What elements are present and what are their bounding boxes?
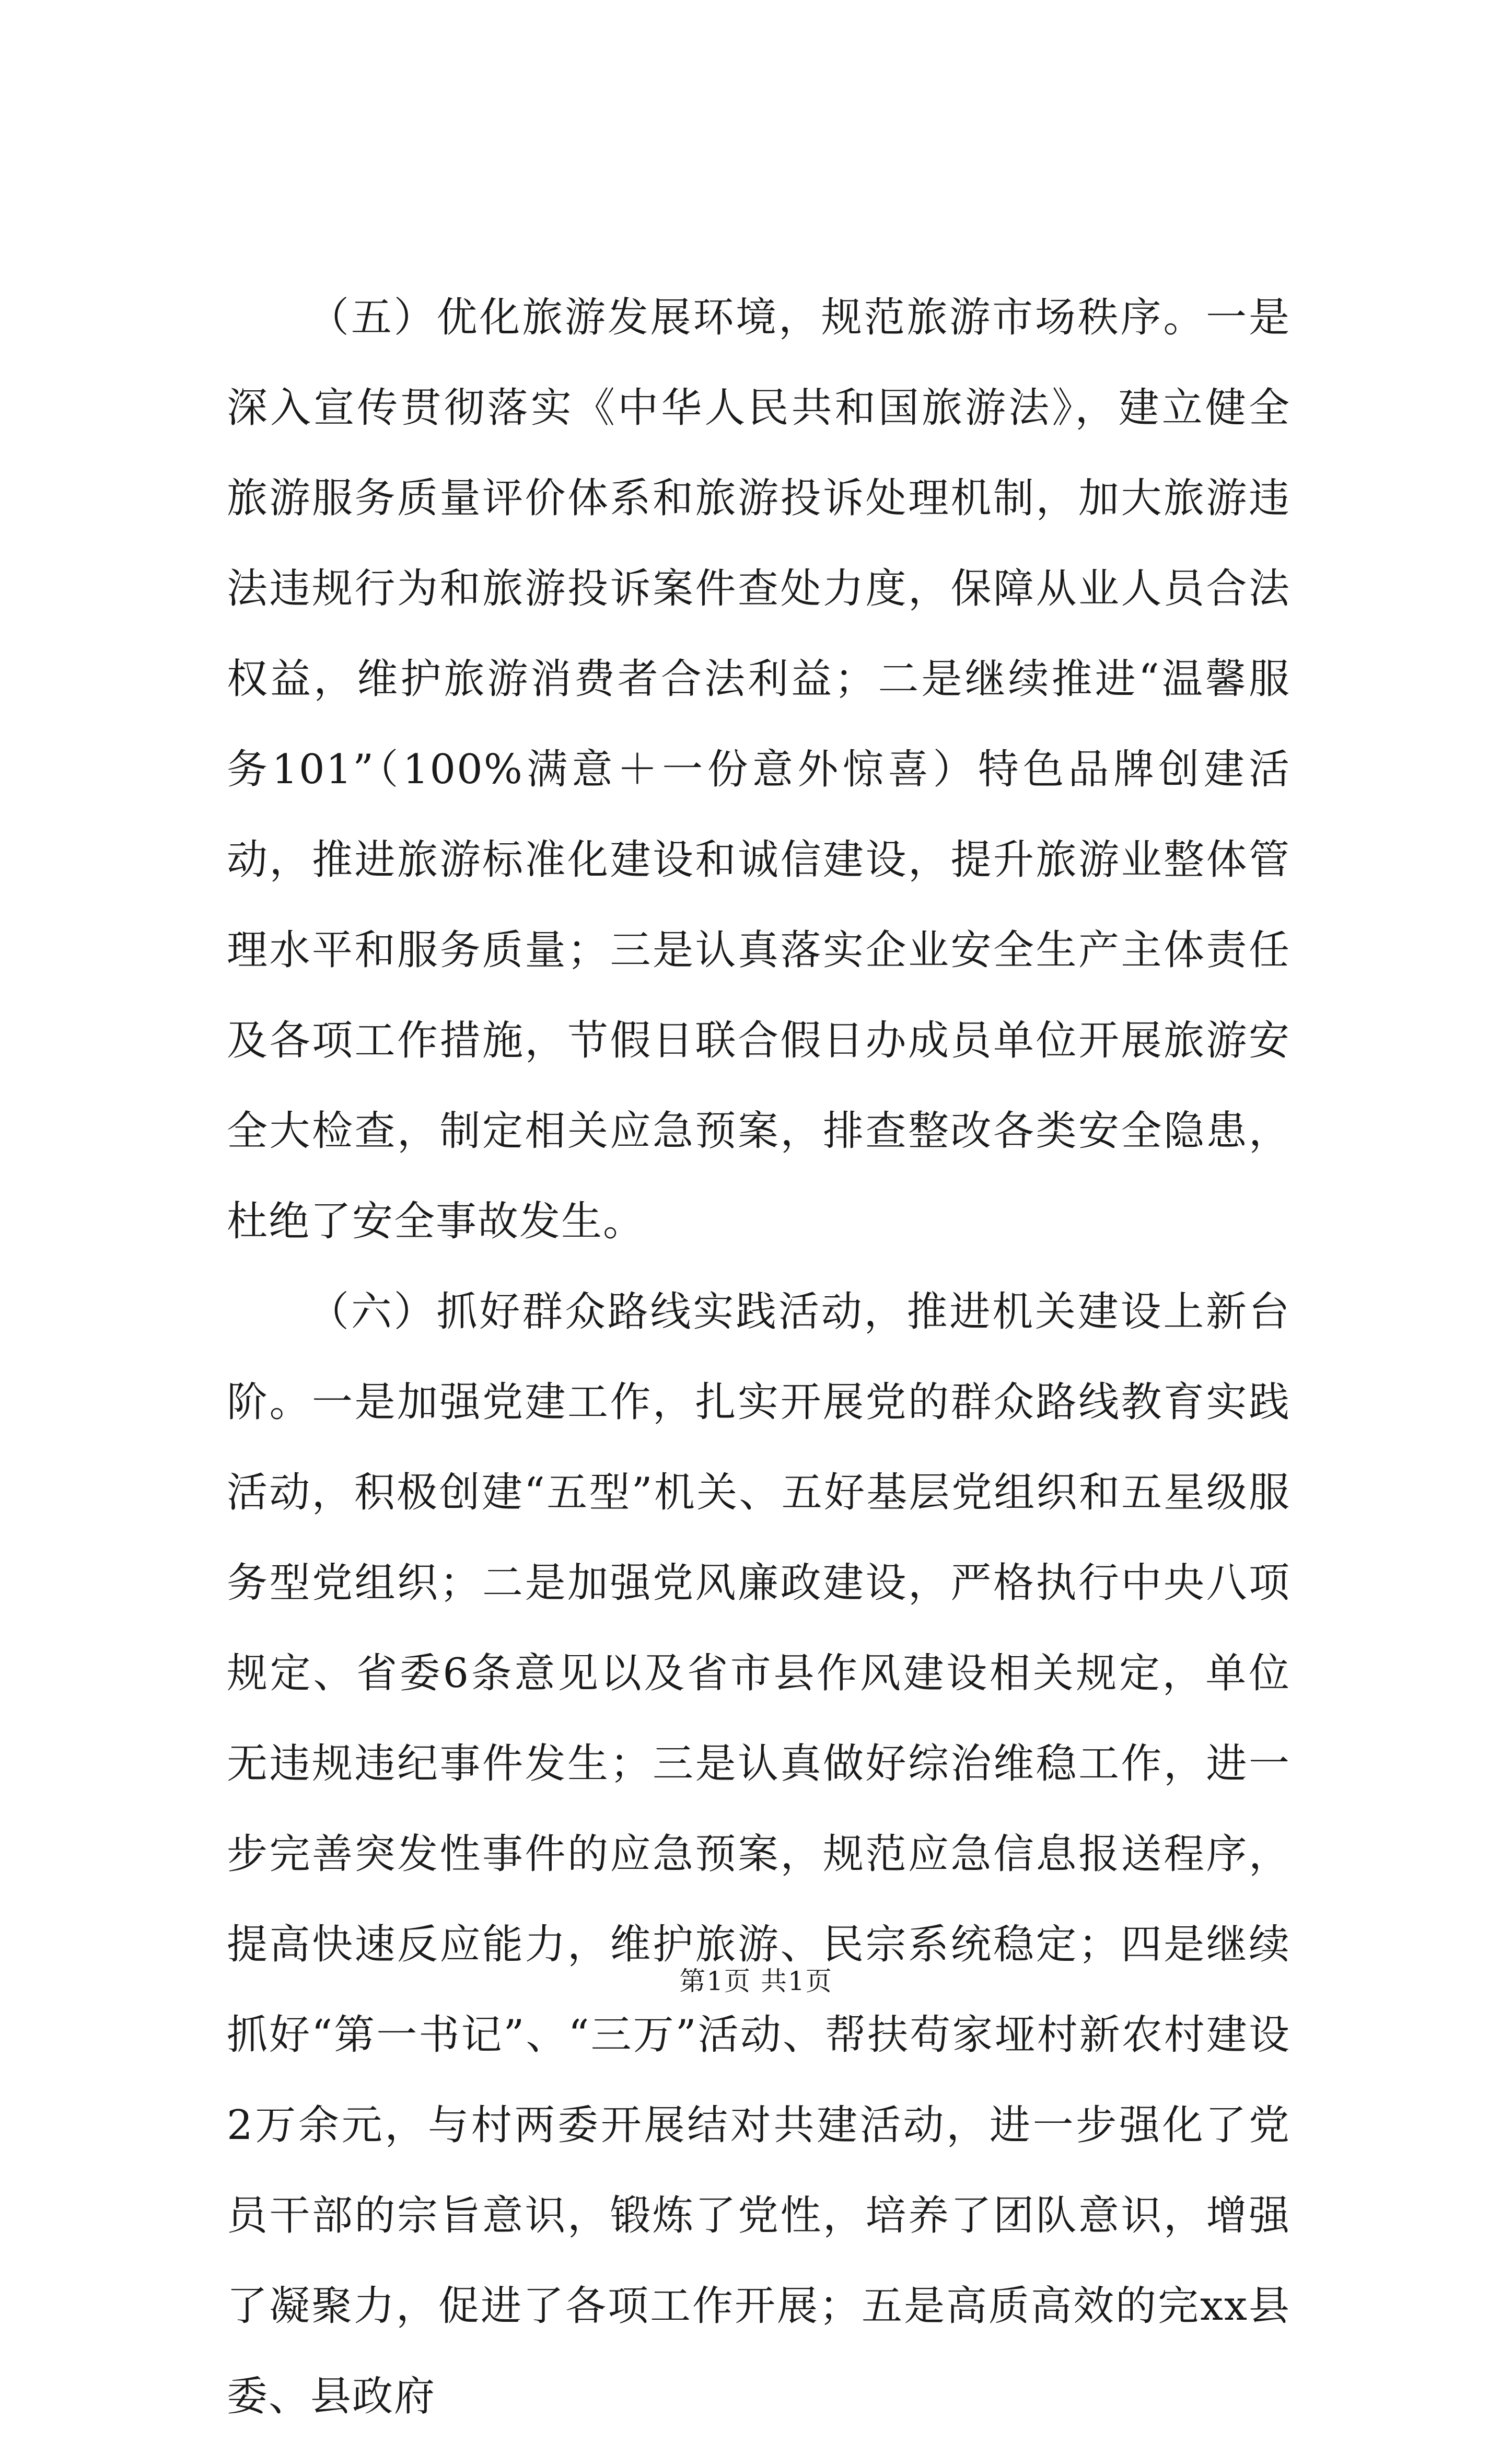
- paragraph-five: （五）优化旅游发展环境，规范旅游市场秩序。一是深入宣传贯彻落实《中华人民共和国旅游法》，建立健全旅游服务质量评价体系和旅游投诉处理机制，加大旅游违法违规行为和旅游投诉案件查处力度，保障从业人员合法权益，维护旅游消费者合法利益；二是继续推进“温馨服务101”（100%满意＋一份意外惊喜）特色品牌创建活动，推进旅游标准化建设和诚信建设，提升旅游业整体管理水平和服务质量；三是认真落实企业安全生产主体责任及各项工作措施，节假日联合假日办成员单位开展旅游安全大检查，制定相关应急预案，排查整改各类安全隐患，杜绝了安全事故发生。: [227, 294, 1290, 1245]
- document-body: [227, 273, 1290, 2442]
- page-footer: 第1页 共1页: [679, 1966, 833, 1996]
- paragraph-six: （六）抓好群众路线实践活动，推进机关建设上新台阶。一是加强党建工作，扎实开展党的群众路线教育实践活动，积极创建“五型”机关、五好基层党组织和五星级服务型党组织；二是加强党风廉政建设，严格执行中央八项规定、省委6条意见以及省市县作风建设相关规定，单位无违规违纪事件发生；三是认真做好综治维稳工作，进一步完善突发性事件的应急预案，规范应急信息报送程序，提高快速反应能力，维护旅游、民宗系统稳定；四是继续抓好“第一书记”、“三万”活动、帮扶苟家垭村新农村建设2万余元，与村两委开展结对共建活动，进一步强化了党员干部的宗旨意识，锻炼了党性，培养了团队意识，增强了凝聚力，促进了各项工作开展；五是高质高效的完xx县委、县政府: [227, 1288, 1290, 2420]
